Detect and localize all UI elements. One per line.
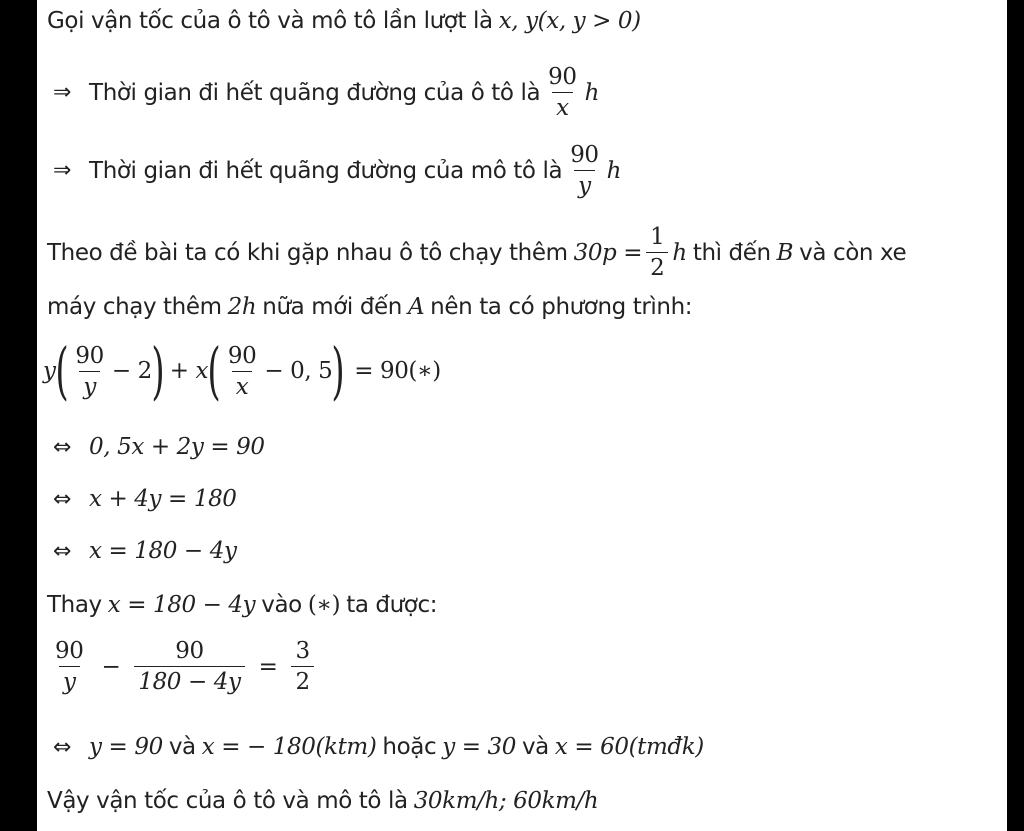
math-variables: x, y(x, y > 0) bbox=[498, 8, 641, 34]
denominator: y bbox=[59, 666, 80, 695]
right-paren: ) bbox=[331, 334, 345, 407]
text: nữa mới đến bbox=[262, 294, 402, 320]
math-answer: 30km/h; 60km/h bbox=[413, 788, 599, 814]
text: Theo đề bài ta có khi gặp nhau ô tô chạy thêm bbox=[47, 239, 568, 266]
equivalent-arrow: ⇔ bbox=[53, 538, 72, 564]
implies-arrow: ⇒ bbox=[53, 158, 72, 183]
math: = 90(∗) bbox=[354, 358, 441, 384]
denominator: 180 − 4y bbox=[134, 666, 244, 695]
equals-sign: = bbox=[258, 653, 278, 680]
line-step-3 bbox=[53, 538, 237, 564]
point-a: A bbox=[407, 294, 425, 320]
math: (∗) bbox=[307, 592, 341, 618]
minus-sign: − bbox=[101, 653, 121, 680]
math: y = 90 bbox=[89, 734, 163, 760]
unit: h bbox=[584, 79, 600, 106]
math: 0, 5x + 2y = 90 bbox=[89, 434, 265, 460]
fraction bbox=[134, 638, 244, 695]
text: Thay bbox=[47, 592, 102, 618]
math: + x bbox=[169, 358, 209, 384]
equivalent-arrow: ⇔ bbox=[53, 486, 72, 512]
text: máy chạy thêm bbox=[47, 294, 222, 320]
left-paren: ( bbox=[54, 334, 69, 407]
text: thì đến bbox=[692, 239, 771, 266]
math: 2h bbox=[227, 294, 257, 320]
line-conclusion bbox=[47, 788, 598, 814]
left-paren: ( bbox=[207, 334, 221, 407]
text: Thời gian đi hết quãng đường của mô tô là bbox=[89, 157, 563, 184]
fraction bbox=[566, 142, 602, 199]
denominator: 2 bbox=[291, 666, 313, 695]
math: 30p = bbox=[573, 239, 643, 266]
text: và còn xe bbox=[799, 239, 907, 266]
line-problem-statement-2 bbox=[47, 294, 692, 320]
line-solutions bbox=[53, 734, 704, 760]
right-paren: ) bbox=[151, 334, 165, 407]
math: y bbox=[43, 358, 56, 384]
line-equation-star bbox=[43, 334, 441, 407]
denominator: 2 bbox=[646, 252, 668, 281]
fraction bbox=[51, 638, 87, 695]
unit: h bbox=[606, 157, 622, 184]
text: Vậy vận tốc của ô tô và mô tô là bbox=[47, 788, 408, 814]
fraction bbox=[544, 64, 580, 121]
numerator: 90 bbox=[55, 638, 84, 664]
point-b: B bbox=[776, 239, 794, 266]
math: − 2 bbox=[111, 358, 152, 384]
numerator: 3 bbox=[295, 638, 310, 664]
math: x = 180 − 4y bbox=[89, 538, 237, 564]
fraction bbox=[224, 343, 260, 400]
math: − 0, 5 bbox=[264, 358, 333, 384]
denominator: x bbox=[552, 92, 573, 121]
line-moto-time bbox=[53, 142, 621, 199]
equivalent-arrow: ⇔ bbox=[53, 734, 72, 760]
line-problem-statement-1 bbox=[47, 224, 906, 281]
text: hoặc bbox=[382, 734, 437, 760]
equivalent-arrow: ⇔ bbox=[53, 434, 72, 460]
text: Gọi vận tốc của ô tô và mô tô lần lượt là bbox=[47, 8, 493, 34]
fraction bbox=[291, 638, 313, 695]
text: và bbox=[168, 734, 196, 760]
text: và bbox=[521, 734, 549, 760]
math: x + 4y = 180 bbox=[89, 486, 237, 512]
denominator: x bbox=[232, 371, 253, 400]
math: y = 30 bbox=[442, 734, 516, 760]
fraction bbox=[646, 224, 668, 281]
text: ta được: bbox=[346, 592, 438, 618]
text: Thời gian đi hết quãng đường của ô tô là bbox=[89, 79, 541, 106]
numerator: 1 bbox=[650, 224, 665, 250]
denominator: y bbox=[574, 170, 595, 199]
line-fraction-equation bbox=[47, 638, 318, 695]
math: x = 60(tmđk) bbox=[554, 734, 704, 760]
unit: h bbox=[672, 239, 687, 266]
text: vào bbox=[261, 592, 302, 618]
numerator: 90 bbox=[548, 64, 577, 90]
denominator: y bbox=[79, 371, 100, 400]
math: x = 180 − 4y bbox=[107, 592, 256, 618]
numerator: 90 bbox=[75, 342, 104, 369]
line-define-variables bbox=[47, 8, 641, 34]
line-step-1 bbox=[53, 434, 265, 460]
solution-document bbox=[37, 0, 1007, 831]
line-step-2 bbox=[53, 486, 237, 512]
text: nên ta có phương trình: bbox=[430, 294, 693, 320]
math: x = − 180(ktm) bbox=[201, 734, 377, 760]
line-car-time bbox=[53, 64, 599, 121]
numerator: 90 bbox=[175, 638, 204, 664]
fraction bbox=[71, 343, 107, 400]
implies-arrow: ⇒ bbox=[53, 80, 72, 105]
numerator: 90 bbox=[227, 342, 257, 369]
line-substitute bbox=[47, 592, 437, 618]
numerator: 90 bbox=[570, 142, 599, 168]
